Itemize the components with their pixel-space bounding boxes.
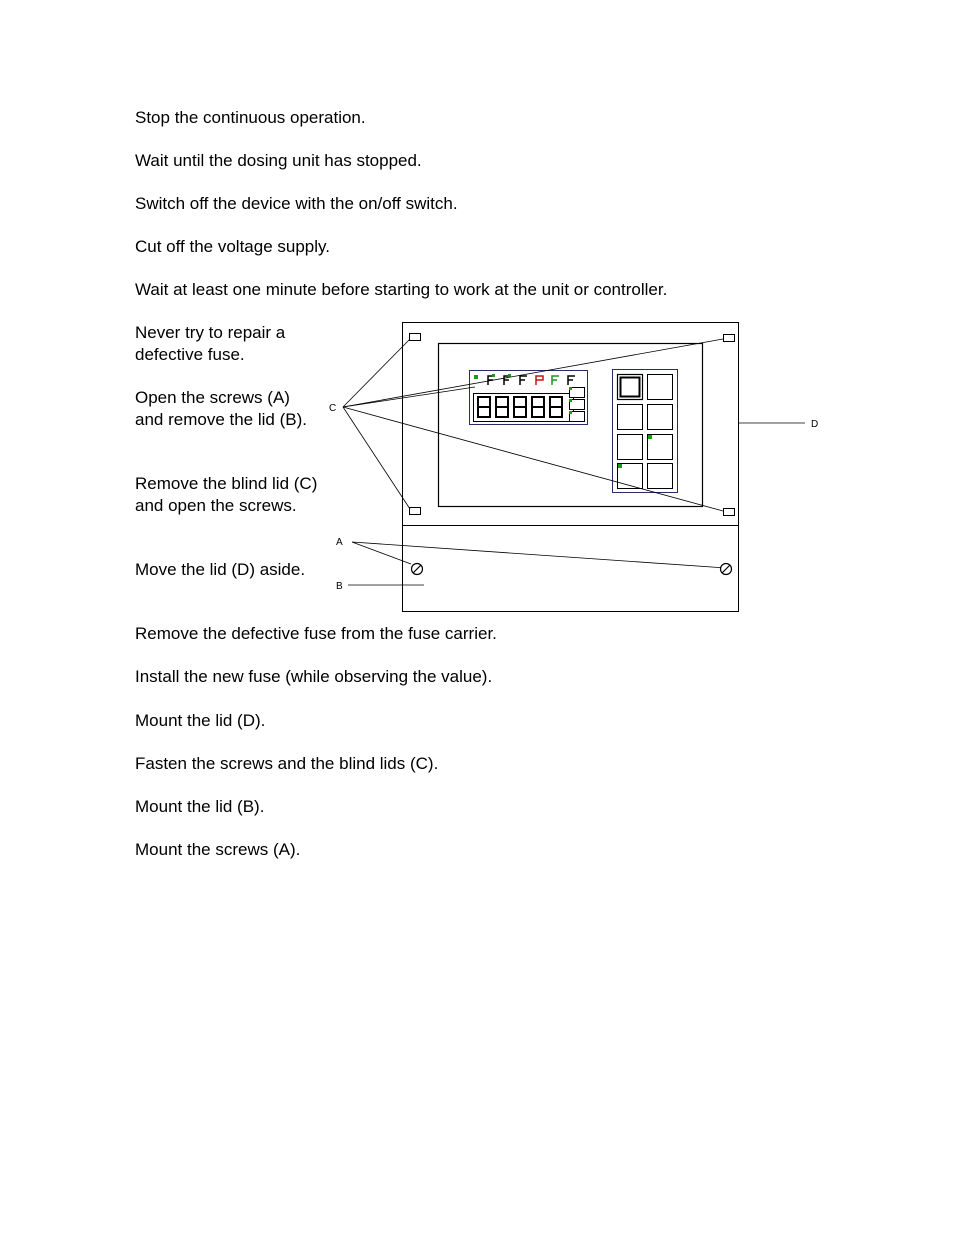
blind-lid-c-top-right [724,335,735,342]
step-mount-lid-d: Mount the lid (D). [135,711,266,730]
housing-outline [403,323,739,612]
label-c: C [329,403,337,414]
step-wait-minute: Wait at least one minute before starting to work at the unit or controller. [135,280,668,299]
blind-lid-c-top-left [410,334,421,341]
blind-lid-c-bottom-left [410,508,421,515]
label-a: A [336,537,343,548]
step-mount-lid-b: Mount the lid (B). [135,797,265,816]
step-fasten-screws: Fasten the screws and the blind lids (C). [135,754,439,773]
step-cut-voltage: Cut off the voltage supply. [135,237,330,256]
step-switch-off: Switch off the device with the on/off switch. [135,194,458,213]
keypad-module [613,370,678,493]
step-stop-operation: Stop the continuous operation. [135,108,366,127]
step-move-lid: Move the lid (D) aside. [135,560,306,579]
screw-a-left [412,564,423,575]
step-remove-fuse: Remove the defective fuse from the fuse carrier. [135,624,497,643]
label-d: D [811,419,819,430]
screw-a-right [721,564,732,575]
blind-lid-c-bottom-right [724,509,735,516]
step-wait-dosing: Wait until the dosing unit has stopped. [135,151,422,170]
display-module [470,371,588,425]
step-mount-screws: Mount the screws (A). [135,840,301,859]
step-never-repair: Never try to repair a defective fuse. [135,323,286,364]
label-b: B [336,581,343,592]
step-remove-blind-lid: Remove the blind lid (C) and open the screws. [135,474,318,515]
step-open-screws: Open the screws (A) and remove the lid (B). [135,388,307,429]
controller-diagram [325,318,825,618]
step-install-fuse: Install the new fuse (while observing the value). [135,667,493,686]
